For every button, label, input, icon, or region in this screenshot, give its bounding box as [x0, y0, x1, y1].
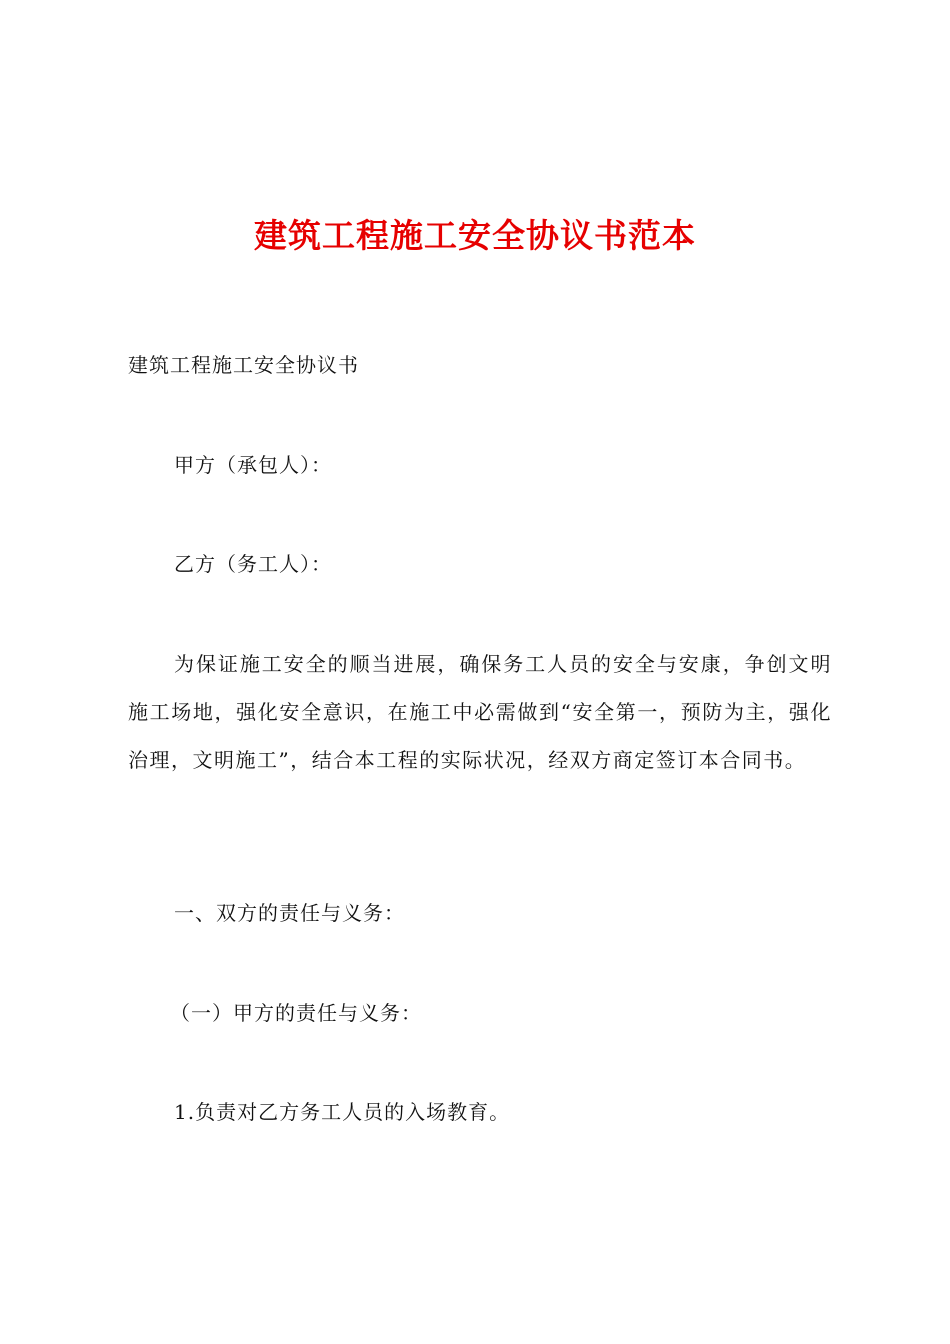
intro-paragraph: 为保证施工安全的顺当进展，确保务工人员的安全与安康，争创文明施工场地，强化安全意识，在施工中必需做到“安全第一，预防为主，强化治理，文明施工”，结合本工程的实际状况，经双方商定签订本合同书。 [128, 652, 832, 772]
party-a-line: 甲方（承包人）： [174, 453, 332, 477]
party-b-line: 乙方（务工人）： [174, 552, 332, 576]
list-item: 1.负责对乙方务工人员的入场教育。 [174, 1100, 511, 1124]
document-title: 建筑工程施工安全协议书范本 [254, 216, 696, 255]
agreement-name: 建筑工程施工安全协议书 [128, 353, 359, 377]
section-heading: 一、双方的责任与义务： [174, 901, 405, 925]
subsection-heading: （一）甲方的责任与义务： [170, 1001, 422, 1025]
